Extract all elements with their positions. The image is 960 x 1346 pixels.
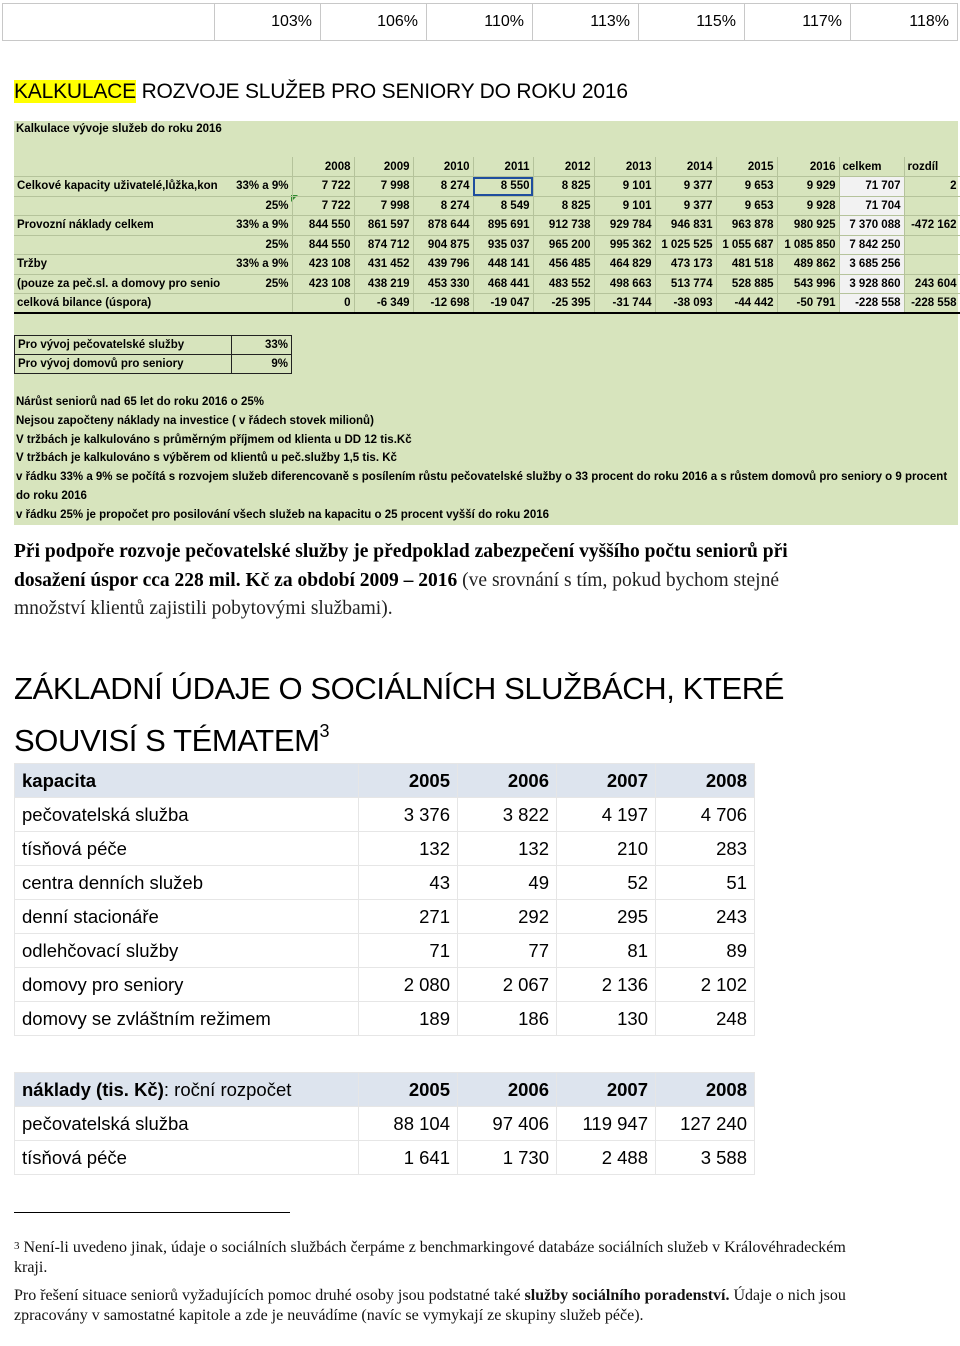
sheet-cell: -38 093 [655, 294, 716, 314]
value-cell: 186 [458, 1002, 557, 1036]
service-name: domovy pro seniory [15, 968, 359, 1002]
capacity-table [14, 763, 755, 1036]
sheet-cell: -50 791 [777, 294, 839, 314]
year-header: 2005 [359, 764, 458, 798]
sheet-cell: 464 829 [594, 255, 655, 275]
sheet-cell: 473 173 [655, 255, 716, 275]
sheet-cell: 7 998 [354, 196, 413, 216]
sheet-cell: 861 597 [354, 216, 413, 236]
note-line: v řádku 25% je propočet pro posilování všech služeb na kapacitu o 25 procent vyšší do roku 2016 [16, 508, 550, 521]
note-post: Údaje o nich jsou zpracovány v samostatné kapitole a zde je neuvádíme (navíc se vymykají ze skupiny služeb péče). [14, 1287, 846, 1324]
value-cell: 243 [656, 900, 755, 934]
value-cell: 77 [458, 934, 557, 968]
row-label: Provozní náklady celkem [14, 216, 230, 236]
sheet-cell: 468 441 [473, 274, 533, 294]
value-cell: 283 [656, 832, 755, 866]
sheet-notes [16, 393, 952, 525]
sheet-cell: 9 377 [655, 177, 716, 197]
growth-parameters [14, 335, 292, 374]
sheet-cell: 9 101 [594, 177, 655, 197]
sheet-cell: 431 452 [354, 255, 413, 275]
year-header: 2007 [557, 764, 656, 798]
footnote [14, 1236, 854, 1278]
table-row [15, 900, 755, 934]
capacity-header-label: kapacita [15, 764, 359, 798]
param-label: Pro vývoj domovů pro seniory [15, 355, 232, 374]
sheet-cell [904, 235, 960, 255]
costs-header-row [15, 1073, 755, 1107]
value-cell: 97 406 [458, 1107, 557, 1141]
service-name: tísňová péče [15, 1141, 359, 1175]
calculation-spreadsheet [14, 121, 958, 525]
sheet-cell: 9 929 [777, 177, 839, 197]
sheet-cell: 8 274 [413, 196, 473, 216]
sheet-row [14, 196, 960, 216]
row-variant [230, 294, 292, 314]
pct-cell: 106% [321, 4, 427, 40]
year-header: 2015 [716, 157, 777, 177]
sheet-cell: 895 691 [473, 216, 533, 236]
value-cell: 132 [359, 832, 458, 866]
year-header: 2016 [777, 157, 839, 177]
sheet-cell [904, 255, 960, 275]
percentage-strip [2, 3, 958, 41]
service-name: odlehčovací služby [15, 934, 359, 968]
table-row [15, 1002, 755, 1036]
row-label: celková bilance (úspora) [14, 294, 230, 314]
sheet-cell: 935 037 [473, 235, 533, 255]
sheet-cell: 874 712 [354, 235, 413, 255]
footnote-separator [14, 1212, 290, 1213]
sheet-cell: 456 485 [533, 255, 594, 275]
year-header: 2010 [413, 157, 473, 177]
value-cell: 189 [359, 1002, 458, 1036]
table-row [15, 798, 755, 832]
value-cell: 71 [359, 934, 458, 968]
value-cell: 2 136 [557, 968, 656, 1002]
sheet-row [14, 216, 960, 236]
table-row [15, 1107, 755, 1141]
row-label: Celkové kapacity uživatelé,lůžka,kon [14, 177, 230, 197]
value-cell: 132 [458, 832, 557, 866]
value-cell: 127 240 [656, 1107, 755, 1141]
service-name: centra denních služeb [15, 866, 359, 900]
value-cell: 130 [557, 1002, 656, 1036]
highlighted-word: KALKULACE [14, 80, 136, 103]
row-variant: 25% [230, 235, 292, 255]
sheet-cell: 8 550 [473, 177, 533, 197]
sheet-cell: 9 653 [716, 177, 777, 197]
value-cell: 119 947 [557, 1107, 656, 1141]
sheet-cell: 481 518 [716, 255, 777, 275]
sheet-cell: 844 550 [292, 216, 354, 236]
sheet-row [14, 235, 960, 255]
sheet-cell: 912 738 [533, 216, 594, 236]
heading-rest: ROZVOJE SLUŽEB PRO SENIORY DO ROKU 2016 [135, 80, 628, 103]
sheet-cell: 878 644 [413, 216, 473, 236]
sheet-cell: 3 685 256 [839, 255, 904, 275]
row-label: Tržby [14, 255, 230, 275]
footnote-text: Není-li uvedeno jinak, údaje o sociálních službách čerpáme z benchmarkingové databáze sociálních služeb v Královéhradeckém kraji. [14, 1239, 846, 1276]
sheet-cell: 946 831 [655, 216, 716, 236]
sheet-cell: 71 704 [839, 196, 904, 216]
note-line: V tržbách je kalkulováno s výběrem od klientů u peč.služby 1,5 tis. Kč [16, 452, 397, 465]
sheet-cell: -228 558 [839, 294, 904, 314]
costs-header-bold: náklady (tis. Kč) [22, 1078, 164, 1100]
heading-text: ZÁKLADNÍ ÚDAJE O SOCIÁLNÍCH SLUŽBÁCH, KTERÉ SOUVISÍ S TÉMATEM [14, 671, 785, 758]
table-row [15, 968, 755, 1002]
sheet-title: Kalkulace vývoje služeb do roku 2016 [16, 123, 222, 135]
note-line: V tržbách je kalkulováno s průměrným příjmem od klienta u DD 12 tis.Kč [16, 433, 412, 446]
value-cell: 295 [557, 900, 656, 934]
row-variant: 25% [230, 274, 292, 294]
param-label: Pro vývoj pečovatelské služby [15, 336, 232, 355]
sheet-cell: 1 085 850 [777, 235, 839, 255]
footnote-mark: 3 [14, 1240, 20, 1252]
sheet-cell: 995 362 [594, 235, 655, 255]
year-header: 2012 [533, 157, 594, 177]
value-cell: 248 [656, 1002, 755, 1036]
sheet-cell: 7 722 [292, 177, 354, 197]
param-value: 9% [232, 355, 292, 374]
value-cell: 52 [557, 866, 656, 900]
sheet-cell: 71 707 [839, 177, 904, 197]
pct-cell: 110% [427, 4, 533, 40]
total-header: celkem [839, 157, 904, 177]
blank-cell [3, 4, 215, 40]
row-label: (pouze za peč.sl. a domovy pro senio [14, 274, 230, 294]
sheet-cell: 439 796 [413, 255, 473, 275]
row-variant: 33% a 9% [230, 216, 292, 236]
value-cell: 292 [458, 900, 557, 934]
year-header: 2013 [594, 157, 655, 177]
row-label [14, 235, 230, 255]
value-cell: 2 102 [656, 968, 755, 1002]
pct-cell: 113% [533, 4, 639, 40]
value-cell: 88 104 [359, 1107, 458, 1141]
value-cell: 2 067 [458, 968, 557, 1002]
summary-normal: (ve srovnání s tím, pokud bychom stejné množství klientů zajistili pobytovými službami). [14, 569, 779, 619]
sheet-cell: 489 862 [777, 255, 839, 275]
value-cell: 2 080 [359, 968, 458, 1002]
sheet-cell: 423 108 [292, 274, 354, 294]
sheet-row [14, 294, 960, 314]
sheet-cell: 963 878 [716, 216, 777, 236]
value-cell: 210 [557, 832, 656, 866]
section-heading-calculation [14, 80, 628, 104]
footnote-reference: 3 [319, 721, 330, 741]
note-bold: služby sociálního poradenství. [524, 1287, 730, 1304]
row-variant: 25% [230, 196, 292, 216]
row-variant: 33% a 9% [230, 255, 292, 275]
sheet-cell: 453 330 [413, 274, 473, 294]
sheet-cell: 965 200 [533, 235, 594, 255]
value-cell: 4 197 [557, 798, 656, 832]
pct-cell: 103% [215, 4, 321, 40]
sheet-cell: 844 550 [292, 235, 354, 255]
value-cell: 49 [458, 866, 557, 900]
year-header: 2009 [354, 157, 413, 177]
note-pre: Pro řešení situace seniorů vyžadujících pomoc druhé osoby jsou podstatné také [14, 1287, 525, 1304]
sheet-cell: 543 996 [777, 274, 839, 294]
sheet-cell: 1 025 525 [655, 235, 716, 255]
sheet-cell: 929 784 [594, 216, 655, 236]
param-row [15, 355, 292, 374]
sheet-cell: 7 998 [354, 177, 413, 197]
table-row [15, 934, 755, 968]
costs-table [14, 1072, 755, 1175]
sheet-cell: 498 663 [594, 274, 655, 294]
sheet-grid [14, 157, 960, 314]
sheet-cell: 9 928 [777, 196, 839, 216]
difference-header: rozdíl [904, 157, 960, 177]
sheet-cell: 8 549 [473, 196, 533, 216]
sheet-cell: 904 875 [413, 235, 473, 255]
sheet-cell: 7 842 250 [839, 235, 904, 255]
year-header: 2008 [656, 764, 755, 798]
param-value: 33% [232, 336, 292, 355]
sheet-cell: 423 108 [292, 255, 354, 275]
year-header: 2006 [458, 764, 557, 798]
value-cell: 81 [557, 934, 656, 968]
value-cell: 89 [656, 934, 755, 968]
sheet-cell: -19 047 [473, 294, 533, 314]
year-header: 2005 [359, 1073, 458, 1107]
sheet-row [14, 255, 960, 275]
sheet-cell: 7 370 088 [839, 216, 904, 236]
value-cell: 3 376 [359, 798, 458, 832]
year-header: 2014 [655, 157, 716, 177]
service-name: pečovatelská služba [15, 1107, 359, 1141]
service-name: pečovatelská služba [15, 798, 359, 832]
note-line: Nejsou započteny náklady na investice ( v řádech stovek milionů) [16, 414, 374, 427]
sheet-cell: -6 349 [354, 294, 413, 314]
sheet-row [14, 274, 960, 294]
value-cell: 51 [656, 866, 755, 900]
sheet-header-row [14, 157, 960, 177]
note-counselling [14, 1286, 854, 1326]
sheet-cell: -472 162 [904, 216, 960, 236]
table-row [15, 832, 755, 866]
costs-header-label [15, 1073, 359, 1107]
sheet-cell: 448 141 [473, 255, 533, 275]
sheet-cell: 980 925 [777, 216, 839, 236]
pct-cell: 117% [745, 4, 851, 40]
sheet-cell: -44 442 [716, 294, 777, 314]
service-name: tísňová péče [15, 832, 359, 866]
year-header: 2008 [656, 1073, 755, 1107]
sheet-cell: -25 395 [533, 294, 594, 314]
pct-cell: 118% [909, 13, 949, 30]
sheet-cell: 483 552 [533, 274, 594, 294]
sheet-cell: 3 928 860 [839, 274, 904, 294]
sheet-cell: 1 055 687 [716, 235, 777, 255]
sheet-cell: 513 774 [655, 274, 716, 294]
value-cell: 271 [359, 900, 458, 934]
sheet-cell: 0 [292, 294, 354, 314]
sheet-cell: 528 885 [716, 274, 777, 294]
value-cell: 1 730 [458, 1141, 557, 1175]
sheet-cell: 8 274 [413, 177, 473, 197]
sheet-cell: -12 698 [413, 294, 473, 314]
year-header: 2011 [473, 157, 533, 177]
year-header: 2008 [292, 157, 354, 177]
summary-bold: Při podpoře rozvoje pečovatelské služby je předpoklad zabezpečení vyššího počtu seniorů při dosažení úspor cca 228 mil. Kč za období 2009 – 2016 [14, 541, 788, 591]
param-row [15, 336, 292, 355]
row-label [14, 196, 230, 216]
summary-paragraph [14, 538, 844, 624]
section-heading-basic-data [14, 668, 914, 762]
sheet-cell: -31 744 [594, 294, 655, 314]
value-cell: 3 588 [656, 1141, 755, 1175]
value-cell: 3 822 [458, 798, 557, 832]
note-line: v řádku 33% a 9% se počítá s rozvojem služeb diferencovaně s posílením růstu pečovatelské služby o 33 procent do roku 2016 a s růstem domovů pro seniory o 9 procent do roku 2016 [16, 471, 948, 502]
sheet-cell: 438 219 [354, 274, 413, 294]
value-cell: 2 488 [557, 1141, 656, 1175]
year-header: 2007 [557, 1073, 656, 1107]
capacity-header-row [15, 764, 755, 798]
value-cell: 1 641 [359, 1141, 458, 1175]
sheet-row [14, 177, 960, 197]
sheet-cell: -228 558 [904, 294, 960, 314]
sheet-cell: 9 377 [655, 196, 716, 216]
table-row [15, 1141, 755, 1175]
sheet-cell: 2 [904, 177, 960, 197]
value-cell: 43 [359, 866, 458, 900]
sheet-cell [904, 196, 960, 216]
note-line: Nárůst seniorů nad 65 let do roku 2016 o 25% [16, 396, 264, 408]
sheet-cell: 9 653 [716, 196, 777, 216]
service-name: domovy se zvláštním režimem [15, 1002, 359, 1036]
service-name: denní stacionáře [15, 900, 359, 934]
table-row [15, 866, 755, 900]
value-cell: 4 706 [656, 798, 755, 832]
costs-header-rest: : roční rozpočet [163, 1078, 292, 1100]
pct-cell: 115% [639, 4, 745, 40]
sheet-cell: 9 101 [594, 196, 655, 216]
year-header: 2006 [458, 1073, 557, 1107]
row-variant: 33% a 9% [230, 177, 292, 197]
sheet-cell: 7 722 [292, 196, 354, 216]
sheet-cell: 243 604 [904, 274, 960, 294]
sheet-cell: 8 825 [533, 177, 594, 197]
sheet-cell: 8 825 [533, 196, 594, 216]
